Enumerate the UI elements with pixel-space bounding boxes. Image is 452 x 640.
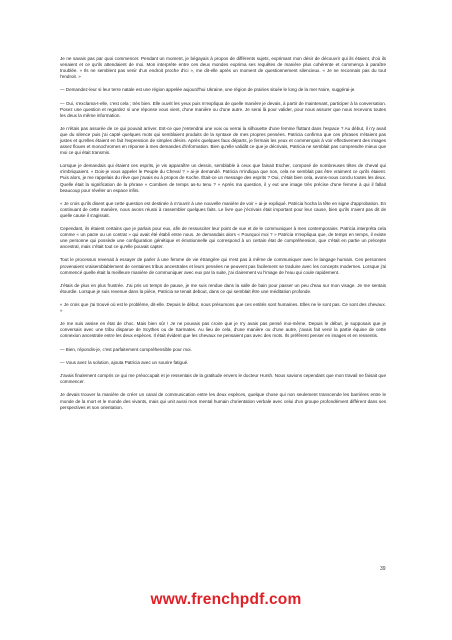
paragraph-5: Lorsque je demandais qui étaient ces esprits, je vis apparaître un dessin, semblable à ceux que faisait Escher, composé de nombreuses têtes de cheval qui s'imbriquaient. « Dois-je vous appeler le Peuple du Cheval ? » ai-je demandé. Patricia m'indiqua que non, cela ne semblait pas être vraiment ce qu'ils étaient. Puis alors, je me rappelais du rêve que j'avais eu à propos de Koche. Était-ce un message des esprits ? Oui, c'était bien cela, avons-nous conclu toutes les deux. Quelle était la signification de la phrase « Combien de temps as-tu tenu ? » Après ma question, il y eut une image très précise d'une femme à qui il fallait beaucoup pour révéler un espace infini. — [60, 163, 386, 193]
paragraph-12: — Bien, répondis-je, c'est parfaitement compréhensible pour moi. — [60, 346, 192, 352]
paragraph-6: « Je crois qu'ils disent que cette question est destinée à m'ouvrir à une nouvelle manière de voir » ai-je expliqué. Patricia hocha la tête en signe d'approbation. En continuant de cette manière, nous avons réussi à rassembler quelques faits. Le livre que j'écrivais était important pour leur cause, bien qu'ils n'aient pas dit de quelle cause il s'agissait. — [60, 200, 386, 218]
page-number: 39 — [380, 566, 386, 572]
paragraph-13: — Vous avez la solution, ajouta Patricia avec un sourire fatigué. — [60, 359, 189, 365]
paragraph-1: Je ne savais pas par quoi commencer. Pendant un moment, je bégayais à propos de différents sujets, exprimant mon désir de découvrir qui ils étaient, d'où ils venaient et ce qu'ils attendaient de moi. Mon interprète entre ces deux mondes exprima ses requêtes de manière plus cohérente et commença à paraître troublée. « Ils ne semblent pas venir d'un endroit proche d'ici », me dit-elle après un moment de questionnement silencieux. « Je ne reconnais pas du tout l'endroit. » — [60, 56, 386, 80]
paragraph-9: J'étais de plus en plus frustrée. J'ai pris un temps de pause, je me suis rendue dans la salle de bain pour passer un peu d'eau sur mon visage. Je me sentais étourdie. Lorsque je suis revenue dans la pièce, Patricia se tenait debout, dans ce qui semblait être une méditation profonde. — [60, 282, 386, 294]
paragraph-3: — Oui, s'exclama-t-elle, c'est cela ; très bien. Elle ouvrit les yeux puis m'expliqua de quelle manière je devais, à partir de maintenant, participer à la conversation. Posez une question et regardez si une réponse vous vient, d'une manière ou d'une autre. Je serai là pour valider, pour nous assurer que nous recevons toutes les deux la même information. — [60, 100, 386, 118]
paragraph-14: J'avais finalement compris ce qui me préoccupait et je ressentais de la gratitude envers le docteur Hursh. Nous savions cependant que mon travail ne faisait que commencer. — [60, 373, 386, 385]
paragraph-15: Je devais trouver la manière de créer un canal de communication entre les deux espèces, quelque chose qui non seulement transcende les barrières entre le monde de la mort et le monde des vivants, mais qui unit aussi mon mental humain d'orientation verbale avec celui d'un groupe profondément différent dans ses perspectives et son orientation. — [60, 392, 386, 410]
paragraph-8: Tout le processus revenait à essayer de parler à une femme de vie étrangère qui n'est pas à même de communiquer avec le langage humain. Ces personnes provenaient vraisemblablement de centaines tribus ancestrales et leurs pensées ne peuvent pas facilement se traduire avec les concepts modernes. Lorsque j'ai commencé quelle était la meilleure manière de communiquer avec eux par la suite, j'ai clairement vu l'image de l'eau qui coule rapidement. — [60, 257, 386, 275]
paragraph-10: « Je crois que j'ai trouvé où est le problème, dit-elle. Depuis le début, nous présumons que ces entités sont humaines. Elles ne le sont pas. Ce sont des chevaux. » — [60, 302, 386, 314]
paragraph-7: Cependant, ils étaient certains que je parlais pour eux, afin de ressusciter leur point de vue et de le communiquer à mes contemporains. Patricia interpréta cela comme « un pacte ou un contrat » qui avait été établi entre nous. Je demandais alors « Pourquoi moi ? » Patricia m'expliqua que, de temps en temps, il existe une personne qui possède une configuration génétique et émotionnelle qui correspond à un certain état de compréhension, que c'était en partie un précepte ancestral, mais c'était tout ce qu'elle pouvait capter. — [60, 226, 386, 250]
paragraph-2: — Demandez-leur si leur terre natale est une région appelée aujourd'hui Ukraine, une région de prairies située le long de la mer Noire, suggérai-je. — [60, 87, 356, 93]
paragraph-11: Je me suis assise en état de choc. Mais bien sûr ! Je ne pouvais pas croire que je n'y avais pas pensé moi-même. Depuis le début, je supposais que je conversais avec une tribu disparue de Scythes ou de Sarmates. Au lieu de cela, d'une manière ou d'une autre, j'avais fait venir la partie équine de cette connexion ancestrale entre les deux espèces. Il était évident que les chevaux ne pensaient pas avec des mots. Ils préfèrent penser en images et en ressentis. — [60, 321, 386, 339]
page-body — [60, 56, 386, 418]
paragraph-4: Je n'étais pas assurée de ce qui pouvait arriver. Est-ce que j'entendrai une voix ou verrai la silhouette d'une femme flottant dans l'espace ? Au début, il n'y avait que du silence puis j'ai capté quelques mots qui semblaient produits de la syntaxe de mes propres pensées. Patricia confirma que ces phrases n'étaient pas justes et qu'elles étaient en fait l'expression de simples désirs. Après quelques faux départs, je fermais les yeux et commençais à voir effectivement des images assez floues et monochromes en réponse à mes demandes d'information. Bien qu'elle validât ce que je décrivais, Patricia ne semblait pas comprendre mieux que moi ce qui était transmis. — [60, 125, 386, 156]
watermark-link[interactable]: www.frenchpdf.com — [150, 591, 302, 608]
